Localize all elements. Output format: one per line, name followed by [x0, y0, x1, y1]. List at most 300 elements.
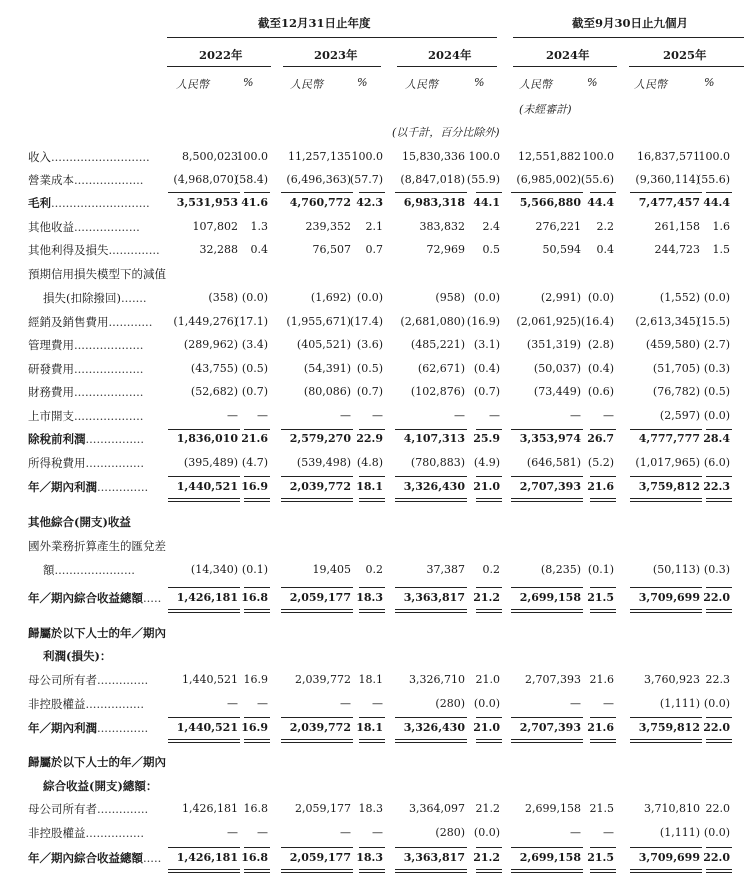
year-rule: [283, 66, 381, 67]
amount-cell: 2,039,772: [289, 721, 351, 734]
row-label-text: 其他收益: [28, 220, 74, 234]
double-underline: [395, 612, 467, 613]
amount-cell: 3,531,953: [176, 196, 238, 209]
percent-cell: (0.4): [587, 362, 614, 375]
amount-cell: —: [570, 697, 581, 710]
units-note: (以千計，百分比除外): [392, 126, 500, 139]
percent-cell: 21.0: [473, 480, 500, 493]
percent-cell: 42.3: [356, 196, 383, 209]
dot-leader: ...................: [74, 409, 144, 423]
amount-cell: (43,755): [190, 362, 238, 375]
amount-cell: 4,107,313: [403, 432, 465, 445]
percent-cell: (0.1): [587, 563, 614, 576]
year-rule: [397, 66, 497, 67]
amount-cell: (1,017,965): [635, 456, 700, 469]
row-label: [28, 149, 150, 165]
amount-cell: 3,326,710: [409, 673, 465, 686]
percent-cell: —: [257, 826, 268, 839]
double-underline: [630, 612, 702, 613]
amount-cell: —: [227, 409, 238, 422]
amount-cell: 1,426,181: [176, 591, 238, 604]
single-underline: [630, 847, 702, 848]
percent-cell: (6.0): [703, 456, 730, 469]
amount-cell: (395,489): [183, 456, 238, 469]
single-underline: [168, 429, 240, 430]
amount-cell: 107,802: [192, 220, 238, 233]
amount-cell: (780,883): [410, 456, 465, 469]
percent-cell: 18.3: [356, 851, 383, 864]
double-underline: [590, 872, 616, 873]
amount-cell: 16,837,571: [637, 150, 700, 163]
percent-cell: 44.1: [473, 196, 500, 209]
percent-cell: (0.5): [703, 385, 730, 398]
single-underline: [281, 429, 353, 430]
percent-cell: 22.0: [703, 721, 730, 734]
single-underline: [511, 429, 583, 430]
double-underline: [281, 872, 353, 873]
single-underline: [590, 429, 616, 430]
single-underline: [395, 476, 467, 477]
row-label: [28, 242, 160, 258]
single-underline: [359, 429, 385, 430]
percent-cell: 18.3: [356, 591, 383, 604]
row-label-text: 利潤(損失)：: [43, 649, 112, 663]
single-underline: [359, 192, 385, 193]
percent-cell: 44.4: [587, 196, 614, 209]
double-underline: [476, 869, 502, 870]
double-underline: [281, 498, 353, 499]
double-underline: [281, 609, 353, 610]
row-label-text: 營業成本: [28, 173, 74, 187]
percent-cell: (0.0): [587, 291, 614, 304]
amount-cell: 2,699,158: [525, 802, 581, 815]
dot-leader: ................: [85, 826, 144, 840]
dot-leader: ................: [85, 432, 144, 446]
percent-cell: —: [603, 409, 614, 422]
amount-cell: (51,705): [652, 362, 700, 375]
percent-cell: 0.7: [365, 243, 383, 256]
percent-cell: 16.9: [241, 480, 268, 493]
single-underline: [706, 717, 732, 718]
double-underline: [706, 498, 732, 499]
row-label: [28, 455, 144, 471]
amount-cell: 3,363,817: [403, 851, 465, 864]
double-underline: [590, 609, 616, 610]
double-underline: [395, 498, 467, 499]
percent-cell: 100.0: [468, 150, 500, 163]
single-underline: [281, 717, 353, 718]
unaudited-note: (未經審計): [519, 103, 572, 116]
percent-cell: 22.0: [703, 851, 730, 864]
amount-cell: 72,969: [426, 243, 465, 256]
percent-cell: (0.5): [241, 362, 268, 375]
percent-cell: (17.4): [349, 315, 383, 328]
double-underline: [511, 612, 583, 613]
dot-leader: .....: [143, 591, 162, 605]
year-rule: [513, 66, 617, 67]
row-label-text: 母公司所有者: [28, 673, 97, 687]
single-underline: [706, 847, 732, 848]
single-underline: [476, 192, 502, 193]
double-underline: [511, 609, 583, 610]
double-underline: [476, 739, 502, 740]
double-underline: [395, 872, 467, 873]
amount-cell: (54,391): [303, 362, 351, 375]
amount-cell: (80,086): [303, 385, 351, 398]
dot-leader: ......................: [54, 563, 135, 577]
single-underline: [476, 429, 502, 430]
percent-cell: (55.6): [696, 173, 730, 186]
double-underline: [511, 742, 583, 743]
percent-cell: 1.3: [250, 220, 268, 233]
percent-cell: (0.4): [473, 362, 500, 375]
percent-cell: (16.4): [580, 315, 614, 328]
double-underline: [244, 612, 270, 613]
amount-cell: —: [454, 409, 465, 422]
percent-cell: 22.0: [705, 802, 730, 815]
percent-subheader: %: [704, 76, 715, 89]
row-label: [28, 479, 148, 495]
percent-cell: 1.5: [712, 243, 730, 256]
amount-cell: (14,340): [190, 563, 238, 576]
double-underline: [590, 498, 616, 499]
single-underline: [706, 587, 732, 588]
row-label: [28, 625, 166, 641]
amount-cell: 2,707,393: [519, 480, 581, 493]
amount-cell: 3,709,699: [638, 851, 700, 864]
single-underline: [511, 847, 583, 848]
amount-cell: 5,566,880: [519, 196, 581, 209]
amount-cell: (8,235): [540, 563, 581, 576]
dot-leader: ..............: [97, 480, 149, 494]
amount-cell: 11,257,135: [288, 150, 351, 163]
year-header: 2025年: [663, 48, 707, 62]
percent-cell: —: [372, 697, 383, 710]
double-underline: [706, 742, 732, 743]
percent-cell: (4.8): [356, 456, 383, 469]
amount-cell: 276,221: [535, 220, 581, 233]
percent-cell: 0.5: [482, 243, 500, 256]
double-underline: [590, 742, 616, 743]
percent-subheader: %: [243, 76, 254, 89]
row-label-text: 經銷及銷售費用: [28, 315, 109, 329]
row-label-text: 年／期內綜合收益總額: [28, 851, 143, 865]
amount-cell: 2,039,772: [289, 480, 351, 493]
currency-subheader: 人民幣: [405, 78, 438, 91]
double-underline: [511, 501, 583, 502]
year-header: 2024年: [546, 48, 590, 62]
double-underline: [590, 612, 616, 613]
percent-cell: (0.7): [241, 385, 268, 398]
single-underline: [590, 847, 616, 848]
double-underline: [706, 869, 732, 870]
single-underline: [630, 587, 702, 588]
percent-cell: (3.4): [241, 338, 268, 351]
single-underline: [281, 587, 353, 588]
header-group-nine-months: 截至9月30日止九個月: [572, 16, 689, 30]
amount-cell: 12,551,882: [518, 150, 581, 163]
row-label: [28, 384, 143, 400]
percent-cell: (55.9): [466, 173, 500, 186]
percent-cell: 21.5: [589, 802, 614, 815]
amount-cell: (1,111): [659, 697, 700, 710]
single-underline: [590, 717, 616, 718]
amount-cell: 3,759,812: [638, 721, 700, 734]
amount-cell: 19,405: [312, 563, 351, 576]
row-label: [43, 290, 147, 306]
percent-cell: (0.7): [473, 385, 500, 398]
amount-cell: —: [340, 697, 351, 710]
row-label-text: 毛利: [28, 196, 51, 210]
row-label: [28, 538, 166, 554]
amount-cell: (405,521): [296, 338, 351, 351]
double-underline: [359, 739, 385, 740]
amount-cell: (2,613,345): [635, 315, 700, 328]
amount-cell: 3,353,974: [519, 432, 581, 445]
double-underline: [630, 739, 702, 740]
amount-cell: —: [340, 826, 351, 839]
single-underline: [476, 476, 502, 477]
percent-cell: 2.2: [596, 220, 614, 233]
row-label: [28, 590, 161, 606]
double-underline: [244, 739, 270, 740]
double-underline: [630, 742, 702, 743]
percent-cell: 0.2: [365, 563, 383, 576]
percent-cell: 16.9: [241, 721, 268, 734]
double-underline: [359, 612, 385, 613]
row-label-text: 非控股權益: [28, 697, 86, 711]
single-underline: [359, 476, 385, 477]
amount-cell: 4,760,772: [289, 196, 351, 209]
percent-cell: (15.5): [696, 315, 730, 328]
single-underline: [168, 847, 240, 848]
row-label-text: 額: [43, 563, 55, 577]
percent-subheader: %: [587, 76, 598, 89]
double-underline: [359, 742, 385, 743]
percent-cell: 28.4: [703, 432, 730, 445]
single-underline: [244, 429, 270, 430]
amount-cell: (539,498): [296, 456, 351, 469]
row-label: [28, 514, 131, 530]
amount-cell: (1,111): [659, 826, 700, 839]
single-underline: [395, 429, 467, 430]
percent-cell: 21.2: [473, 851, 500, 864]
percent-cell: (0.0): [241, 291, 268, 304]
row-label: [28, 850, 161, 866]
percent-cell: 2.1: [365, 220, 383, 233]
row-label: [28, 720, 148, 736]
single-underline: [706, 476, 732, 477]
header-rule-fiscal: [167, 37, 497, 38]
dot-leader: ..................: [74, 220, 140, 234]
percent-cell: (0.0): [356, 291, 383, 304]
amount-cell: 8,500,023: [182, 150, 238, 163]
row-label: [28, 754, 166, 770]
amount-cell: (1,552): [659, 291, 700, 304]
single-underline: [630, 717, 702, 718]
double-underline: [168, 498, 240, 499]
percent-cell: 22.9: [356, 432, 383, 445]
dot-leader: ................: [85, 456, 144, 470]
percent-cell: 18.3: [358, 802, 383, 815]
percent-cell: (55.6): [580, 173, 614, 186]
amount-cell: 7,477,457: [638, 196, 700, 209]
single-underline: [244, 476, 270, 477]
percent-cell: 21.6: [589, 673, 614, 686]
percent-cell: 18.1: [356, 480, 383, 493]
row-label-text: 歸屬於以下人士的年／期內: [28, 755, 166, 769]
single-underline: [630, 192, 702, 193]
amount-cell: —: [340, 409, 351, 422]
single-underline: [395, 587, 467, 588]
percent-cell: 22.3: [703, 480, 730, 493]
single-underline: [590, 476, 616, 477]
amount-cell: —: [227, 697, 238, 710]
double-underline: [244, 742, 270, 743]
row-label-text: 綜合收益(開支)總額：: [43, 779, 158, 793]
amount-cell: (73,449): [533, 385, 581, 398]
single-underline: [168, 717, 240, 718]
percent-cell: 100.0: [351, 150, 383, 163]
double-underline: [281, 742, 353, 743]
percent-subheader: %: [474, 76, 485, 89]
double-underline: [706, 612, 732, 613]
percent-cell: 25.9: [473, 432, 500, 445]
amount-cell: (1,955,671): [286, 315, 351, 328]
amount-cell: 6,983,318: [403, 196, 465, 209]
row-label-text: 非控股權益: [28, 826, 86, 840]
amount-cell: (459,580): [645, 338, 700, 351]
single-underline: [281, 847, 353, 848]
row-label-text: 年／期內綜合收益總額: [28, 591, 143, 605]
amount-cell: 2,699,158: [519, 591, 581, 604]
single-underline: [511, 717, 583, 718]
double-underline: [476, 498, 502, 499]
percent-subheader: %: [357, 76, 368, 89]
row-label-text: 除稅前利潤: [28, 432, 86, 446]
percent-cell: (0.5): [356, 362, 383, 375]
double-underline: [630, 501, 702, 502]
percent-cell: (0.3): [703, 362, 730, 375]
amount-cell: (1,449,276): [173, 315, 238, 328]
percent-cell: 21.2: [475, 802, 500, 815]
amount-cell: (280): [435, 697, 465, 710]
percent-cell: 22.0: [703, 591, 730, 604]
single-underline: [244, 717, 270, 718]
single-underline: [359, 587, 385, 588]
percent-cell: 100.0: [236, 150, 268, 163]
double-underline: [511, 498, 583, 499]
double-underline: [511, 869, 583, 870]
amount-cell: 2,707,393: [525, 673, 581, 686]
single-underline: [476, 717, 502, 718]
percent-cell: (0.0): [473, 291, 500, 304]
percent-cell: (3.6): [356, 338, 383, 351]
amount-cell: —: [227, 826, 238, 839]
amount-cell: (76,782): [652, 385, 700, 398]
amount-cell: 383,832: [419, 220, 465, 233]
row-label-text: 管理費用: [28, 338, 74, 352]
percent-cell: (0.1): [241, 563, 268, 576]
row-label: [28, 431, 144, 447]
row-label: [28, 361, 143, 377]
single-underline: [244, 847, 270, 848]
amount-cell: (8,847,018): [400, 173, 465, 186]
percent-cell: (0.0): [703, 409, 730, 422]
single-underline: [281, 192, 353, 193]
double-underline: [706, 501, 732, 502]
double-underline: [476, 872, 502, 873]
amount-cell: —: [570, 409, 581, 422]
amount-cell: (2,681,080): [400, 315, 465, 328]
double-underline: [630, 872, 702, 873]
double-underline: [395, 609, 467, 610]
amount-cell: (2,061,925): [516, 315, 581, 328]
single-underline: [395, 847, 467, 848]
dot-leader: ..............: [108, 243, 160, 257]
single-underline: [511, 476, 583, 477]
double-underline: [706, 739, 732, 740]
row-label-text: 收入: [28, 150, 51, 164]
double-underline: [244, 869, 270, 870]
amount-cell: 50,594: [542, 243, 581, 256]
double-underline: [244, 872, 270, 873]
percent-cell: —: [603, 697, 614, 710]
amount-cell: 239,352: [305, 220, 351, 233]
amount-cell: (50,037): [533, 362, 581, 375]
percent-cell: (2.7): [703, 338, 730, 351]
single-underline: [281, 476, 353, 477]
single-underline: [706, 192, 732, 193]
percent-cell: 21.6: [587, 721, 614, 734]
amount-cell: (62,671): [417, 362, 465, 375]
percent-cell: 41.6: [241, 196, 268, 209]
double-underline: [281, 501, 353, 502]
row-label: [28, 172, 143, 188]
amount-cell: —: [570, 826, 581, 839]
amount-cell: 1,836,010: [176, 432, 238, 445]
amount-cell: (280): [435, 826, 465, 839]
double-underline: [168, 872, 240, 873]
single-underline: [244, 192, 270, 193]
double-underline: [476, 609, 502, 610]
amount-cell: (1,692): [310, 291, 351, 304]
amount-cell: 1,440,521: [176, 721, 238, 734]
year-rule: [167, 66, 271, 67]
row-label-text: 研發費用: [28, 362, 74, 376]
dot-leader: ...................: [74, 385, 144, 399]
dot-leader: ...........................: [51, 196, 150, 210]
percent-cell: 22.3: [705, 673, 730, 686]
single-underline: [168, 476, 240, 477]
row-label-text: 其他利得及損失: [28, 243, 109, 257]
row-label-text: 財務費用: [28, 385, 74, 399]
single-underline: [476, 847, 502, 848]
double-underline: [395, 869, 467, 870]
amount-cell: (289,962): [183, 338, 238, 351]
double-underline: [168, 501, 240, 502]
amount-cell: (2,991): [540, 291, 581, 304]
double-underline: [168, 869, 240, 870]
percent-cell: 16.8: [241, 851, 268, 864]
percent-cell: 100.0: [698, 150, 730, 163]
percent-cell: —: [489, 409, 500, 422]
amount-cell: 244,723: [654, 243, 700, 256]
row-label-text: 年／期內利潤: [28, 480, 97, 494]
percent-cell: 2.4: [482, 220, 500, 233]
percent-cell: 0.4: [250, 243, 268, 256]
percent-cell: —: [257, 697, 268, 710]
